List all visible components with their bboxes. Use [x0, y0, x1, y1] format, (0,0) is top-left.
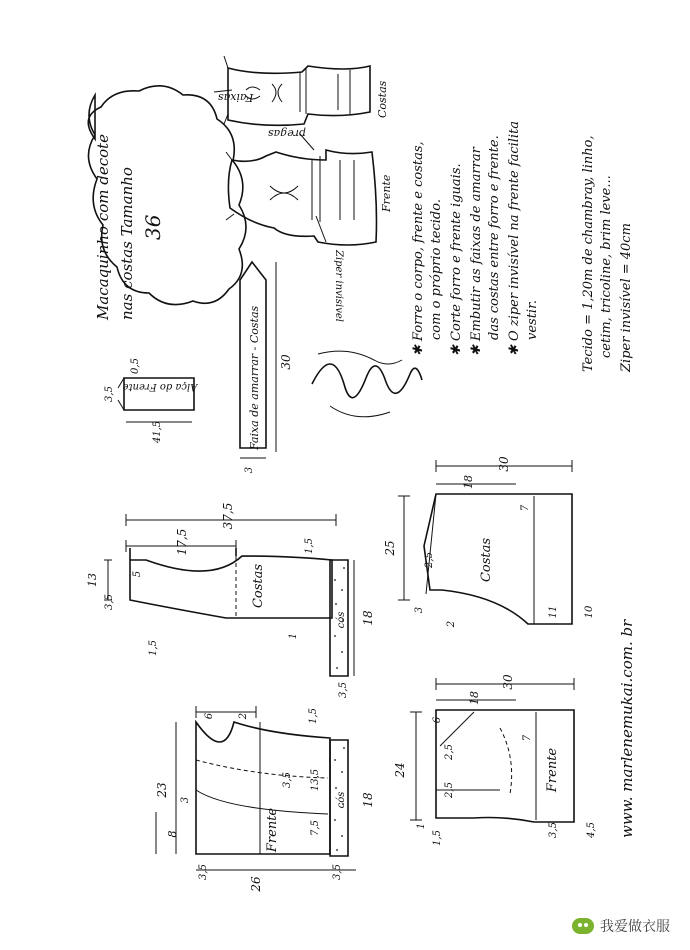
- back-bodice-d-15b: 1,5: [304, 538, 315, 554]
- material-fabric-types: cetim, tricoline, brim leve...: [599, 175, 614, 358]
- front-bodice-d-2: 2: [238, 712, 249, 720]
- front-bodice-label: Frente: [265, 807, 280, 853]
- back-shorts-d-25: 25: [383, 540, 397, 556]
- back-bodice-d-upper: 17,5: [175, 528, 189, 556]
- tie-strip-piece: [240, 262, 293, 473]
- title-cloud: [88, 86, 246, 321]
- back-bodice-label: Costas: [251, 563, 266, 609]
- front-bodice-d-18: 18: [361, 792, 375, 808]
- front-shorts-d-30: 30: [501, 674, 515, 690]
- instruction-4: ✱ O ziper invisível na frente facilita: [507, 120, 522, 356]
- back-bodice-d-5: 5: [132, 570, 143, 578]
- tie-strip-width: 3: [244, 466, 255, 474]
- back-bodice-d-13: 13: [86, 573, 99, 587]
- watermark: [572, 916, 670, 936]
- back-bodice-d-35b: 3,5: [338, 682, 349, 698]
- front-bodice-d-75: 7,5: [310, 820, 321, 836]
- back-bodice-waistband-label: cós: [336, 611, 347, 629]
- garment-sketch-front: [226, 127, 393, 322]
- sketch-ties-label: Faixas: [218, 91, 254, 104]
- materials-block: [581, 135, 634, 373]
- instruction-4b: vestir.: [525, 299, 540, 340]
- sketch-pleats-label: pregas: [267, 127, 306, 140]
- tie-strip-label: Faixa de amarrar - Costas: [248, 305, 261, 450]
- back-bodice-d-15: 1,5: [148, 640, 159, 656]
- strap-dim-c: 41,5: [152, 420, 163, 444]
- front-shorts-d-6: 6: [432, 716, 443, 724]
- front-bodice-d-35b: 3,5: [198, 864, 209, 880]
- instruction-3: ✱ Embutir as faixas de amarrar: [469, 147, 484, 356]
- back-shorts-d-7: 7: [520, 504, 531, 512]
- back-shorts-outline: [424, 494, 572, 624]
- front-shorts-d-25b: 2,5: [444, 782, 455, 798]
- title-size: 36: [141, 214, 165, 240]
- front-bodice-d-8: 8: [166, 830, 179, 838]
- garment-sketch-back: [214, 56, 389, 125]
- back-bodice-d-18: 18: [361, 610, 375, 626]
- sketch-front-label: Frente: [380, 174, 393, 212]
- front-shorts-pattern: [393, 674, 597, 846]
- back-shorts-d-18: 18: [462, 475, 475, 489]
- front-shorts-label: Frente: [545, 747, 560, 793]
- front-shorts-d-45: 4,5: [586, 822, 597, 838]
- back-shorts-label: Costas: [479, 537, 494, 583]
- front-bodice-d-35: 3,5: [282, 772, 293, 788]
- title-line-1: Macaquinho com decote: [94, 133, 112, 320]
- back-bodice-outline: [130, 556, 332, 618]
- website-url: www. marlenemukai.com. br: [618, 619, 636, 838]
- front-shorts-d-35: 3,5: [548, 822, 559, 838]
- instruction-2: ✱ Corte forro e frente iguais.: [449, 163, 464, 356]
- strap-dim-a: 3,5: [104, 386, 115, 402]
- front-shorts-d-15: 1,5: [432, 830, 443, 846]
- front-bodice-d-15: 1,5: [308, 708, 319, 724]
- instructions-block: [411, 121, 540, 356]
- back-shorts-d-3: 3: [414, 606, 425, 614]
- material-fabric: Tecido = 1,20m de chambray, linho,: [581, 135, 596, 372]
- watermark-text: 我爱做衣服: [600, 919, 670, 935]
- tie-strip-length: 30: [279, 354, 293, 370]
- front-bodice-waistband-label: cós: [336, 791, 347, 809]
- instruction-1: ✱ Forre o corpo, frente e costas,: [411, 141, 426, 356]
- front-shorts-d-7: 7: [522, 734, 533, 742]
- wechat-icon: [572, 918, 594, 934]
- front-shorts-d-18: 18: [468, 691, 481, 705]
- front-bodice-d-26: 26: [249, 876, 263, 892]
- back-bodice-pattern: [86, 503, 375, 698]
- signature: [312, 349, 422, 443]
- front-bodice-pattern: [155, 706, 375, 893]
- back-shorts-d-10: 10: [584, 605, 595, 619]
- front-shorts-d-1: 1: [416, 822, 427, 830]
- sketch-zipper-label: Ziper invisivel: [333, 250, 344, 323]
- back-shorts-pattern: [383, 456, 595, 628]
- front-bodice-d-3: 3: [180, 796, 191, 804]
- instruction-1b: com o próprio tecido.: [429, 199, 444, 340]
- back-shorts-d-25b: 2,5: [424, 552, 435, 568]
- back-shorts-d-2: 2: [446, 620, 457, 628]
- strap-dim-b: 0,5: [130, 358, 141, 374]
- strap-piece: [104, 358, 198, 444]
- back-bodice-d-1: 1: [288, 632, 299, 640]
- front-bodice-d-23: 23: [155, 782, 169, 798]
- front-shorts-d-24: 24: [393, 762, 407, 778]
- front-bodice-d-6: 6: [204, 712, 215, 720]
- back-shorts-d-11: 11: [548, 605, 559, 619]
- sketch-back-label: Costas: [376, 80, 389, 118]
- back-bodice-d-35: 3,5: [104, 594, 115, 610]
- back-shorts-d-30: 30: [497, 456, 511, 472]
- back-bodice-d-total: 37,5: [221, 502, 235, 530]
- instruction-3b: das costas entre forro e frente.: [487, 135, 502, 340]
- material-zipper: Ziper invisível = 40cm: [619, 223, 634, 372]
- front-shorts-d-25a: 2,5: [444, 744, 455, 760]
- front-bodice-d-35c: 3,5: [332, 864, 343, 880]
- front-bodice-d-135: 13,5: [310, 768, 321, 792]
- title-line-2: nas costas Tamanho: [118, 167, 136, 320]
- strap-label: Alça do Frente: [122, 381, 198, 392]
